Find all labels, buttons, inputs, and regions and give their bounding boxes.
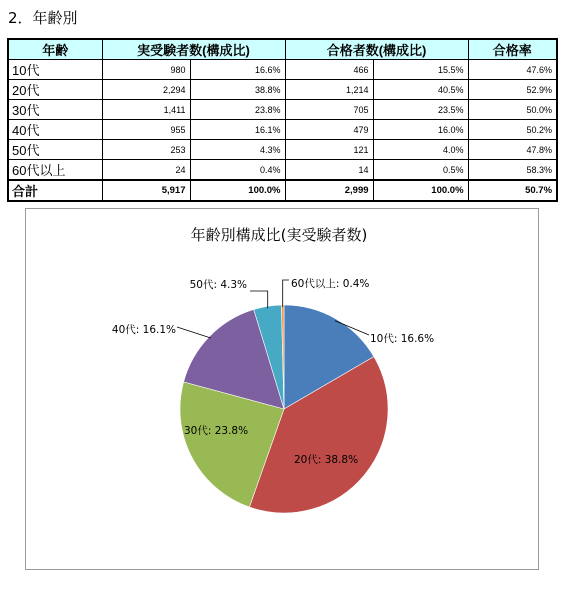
table-row <box>8 60 557 80</box>
chart-title: 年齢別構成比(実受験者数) <box>190 226 368 244</box>
row-label: 30代 <box>8 100 102 120</box>
pass-rate-cell: 52.9% <box>468 80 557 100</box>
passers-ratio-cell: 16.0% <box>373 120 468 140</box>
total-examinees-ratio-cell: 100.0% <box>190 180 285 201</box>
passers-ratio-cell: 15.5% <box>373 60 468 80</box>
examinees-ratio-cell: 0.4% <box>190 160 285 181</box>
examinees-cell: 24 <box>102 160 190 181</box>
leader-line-40s <box>177 327 211 338</box>
leader-line-50s <box>250 291 268 308</box>
passers-ratio-cell: 40.5% <box>373 80 468 100</box>
examinees-cell: 955 <box>102 120 190 140</box>
header-examinees: 実受験者数(構成比) <box>102 39 285 60</box>
data-label-40s: 40代: 16.1% <box>111 324 176 336</box>
total-row <box>8 180 557 201</box>
row-label: 20代 <box>8 80 102 100</box>
pie-chart <box>26 209 540 571</box>
pass-rate-cell: 47.8% <box>468 140 557 160</box>
header-pass-rate: 合格率 <box>468 39 557 60</box>
passers-cell: 466 <box>285 60 373 80</box>
pass-rate-cell: 50.2% <box>468 120 557 140</box>
examinees-cell: 2,294 <box>102 80 190 100</box>
pass-rate-cell: 58.3% <box>468 160 557 181</box>
age-stats-table <box>7 38 558 202</box>
total-passers-ratio-cell: 100.0% <box>373 180 468 201</box>
total-passers-cell: 2,999 <box>285 180 373 201</box>
row-label: 60代以上 <box>8 160 102 181</box>
data-label-60-plus: 60代以上: 0.4% <box>291 278 370 290</box>
row-label: 10代 <box>8 60 102 80</box>
data-label-20s: 20代: 38.8% <box>294 454 359 466</box>
table-row <box>8 140 557 160</box>
pass-rate-cell: 50.0% <box>468 100 557 120</box>
passers-cell: 1,214 <box>285 80 373 100</box>
passers-cell: 121 <box>285 140 373 160</box>
examinees-cell: 980 <box>102 60 190 80</box>
row-label: 50代 <box>8 140 102 160</box>
passers-ratio-cell: 23.5% <box>373 100 468 120</box>
table-row <box>8 120 557 140</box>
row-label: 40代 <box>8 120 102 140</box>
data-label-30s: 30代: 23.8% <box>184 425 249 437</box>
table-row <box>8 100 557 120</box>
table-row <box>8 160 557 181</box>
table-header-row <box>8 39 557 60</box>
examinees-ratio-cell: 16.6% <box>190 60 285 80</box>
pass-rate-cell: 47.6% <box>468 60 557 80</box>
examinees-ratio-cell: 4.3% <box>190 140 285 160</box>
data-label-50s: 50代: 4.3% <box>189 279 247 291</box>
passers-ratio-cell: 0.5% <box>373 160 468 181</box>
passers-cell: 705 <box>285 100 373 120</box>
header-passers: 合格者数(構成比) <box>285 39 468 60</box>
passers-cell: 479 <box>285 120 373 140</box>
examinees-ratio-cell: 38.8% <box>190 80 285 100</box>
passers-cell: 14 <box>285 160 373 181</box>
passers-ratio-cell: 4.0% <box>373 140 468 160</box>
header-age: 年齢 <box>8 39 102 60</box>
examinees-ratio-cell: 16.1% <box>190 120 285 140</box>
total-pass-rate-cell: 50.7% <box>468 180 557 201</box>
leader-line-60-plus <box>283 280 289 307</box>
table-row <box>8 80 557 100</box>
examinees-cell: 253 <box>102 140 190 160</box>
data-label-10s: 10代: 16.6% <box>370 333 435 345</box>
section-title: 2．年齢別 <box>8 9 78 27</box>
total-label: 合計 <box>8 180 102 201</box>
pie-slices <box>180 305 388 513</box>
pie-chart-frame <box>25 208 539 570</box>
examinees-ratio-cell: 23.8% <box>190 100 285 120</box>
total-examinees-cell: 5,917 <box>102 180 190 201</box>
examinees-cell: 1,411 <box>102 100 190 120</box>
